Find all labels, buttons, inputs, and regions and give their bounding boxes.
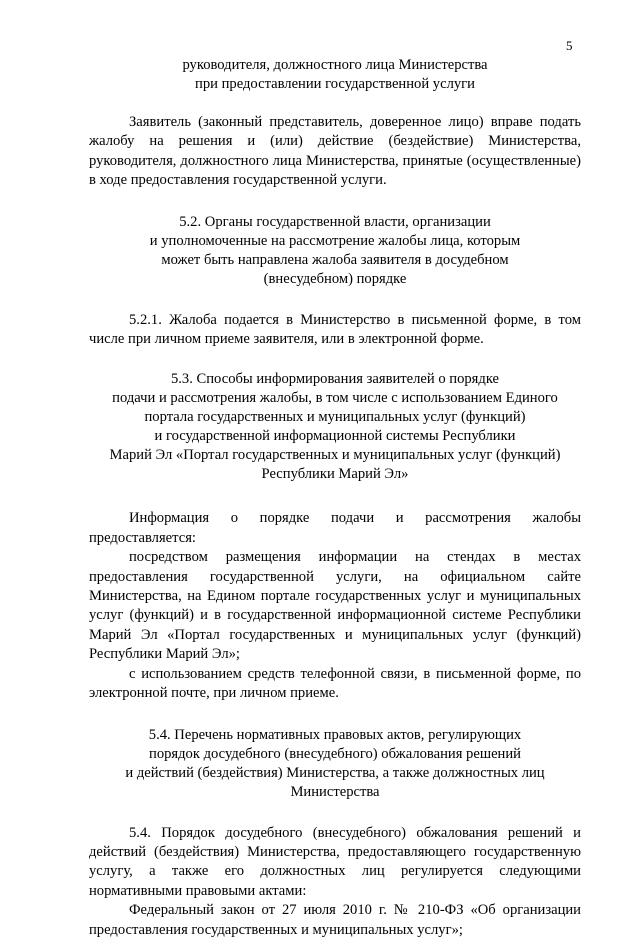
heading-line: и государственной информационной системы Республики <box>154 428 516 445</box>
paragraph-5-4-order: 5.4. Порядок досудебного (внесудебного) обжалования решений и действий (бездействия) Министерства, предоставляющего государственную услугу, а также его должностных лиц регулируется следующими нормативными правовыми актами: <box>89 824 581 899</box>
paragraph-info-stands: посредством размещения информации на стендах в местах предоставления государственной услуги, на официальном сайте Министерства, на Едином портале государственных услуг и муниципальных услуг (функций) и в государственной информационной системе Республики Марий Эл «Портал государственных и муниципальных услуг (функций) Республики Марий Эл»; <box>89 549 581 663</box>
document-body <box>89 56 581 940</box>
heading-line: может быть направлена жалоба заявителя в досудебном <box>161 251 509 268</box>
heading-line: и действий (бездействия) Министерства, а также должностных лиц <box>125 764 545 781</box>
heading-line: порядок досудебного (внесудебного) обжалования решений <box>149 745 521 762</box>
section-heading-continued <box>89 56 581 94</box>
heading-line: портала государственных и муниципальных услуг (функций) <box>144 409 526 426</box>
section-heading-5-4 <box>89 726 581 802</box>
heading-line: Марий Эл «Портал государственных и муниципальных услуг (функций) <box>109 447 561 464</box>
paragraph-federal-law: Федеральный закон от 27 июля 2010 г. № 210-ФЗ «Об организации предоставления государственных и муниципальных услуг»; <box>89 902 581 938</box>
paragraph-info-phone: с использованием средств телефонной связи, в письменной форме, по электронной почте, при личном приеме. <box>89 665 581 702</box>
heading-line: при предоставлении государственной услуги <box>195 76 475 92</box>
section-heading-5-3 <box>89 370 581 484</box>
heading-line: руководителя, должностного лица Министерства <box>182 57 488 73</box>
paragraph-info-provided: Информация о порядке подачи и рассмотрения жалобы предоставляется: <box>89 510 581 546</box>
heading-line: подачи и рассмотрения жалобы, в том числе с использованием Единого <box>112 390 558 407</box>
heading-line: Министерства <box>290 783 380 800</box>
heading-line: 5.4. Перечень нормативных правовых актов, регулирующих <box>148 726 522 743</box>
heading-line: (внесудебном) порядке <box>263 270 407 287</box>
paragraph-applicant-right: Заявитель (законный представитель, доверенное лицо) вправе подать жалобу на решения и (или) действие (бездействие) Министерства, руководителя, должностного лица Министерства, принятые (осуществленные) в ходе предоставления государственной услуги. <box>89 114 581 189</box>
section-heading-5-2 <box>89 213 581 289</box>
page-number: 5 <box>566 38 573 53</box>
heading-line: Республики Марий Эл» <box>261 466 409 483</box>
heading-line: 5.3. Способы информирования заявителей о порядке <box>170 371 500 388</box>
heading-line: и уполномоченные на рассмотрение жалобы лица, которым <box>149 232 521 249</box>
heading-line: 5.2. Органы государственной власти, организации <box>179 213 491 230</box>
paragraph-5-2-1: 5.2.1. Жалоба подается в Министерство в письменной форме, в том числе при личном приеме заявителя, или в электронной форме. <box>89 311 581 348</box>
